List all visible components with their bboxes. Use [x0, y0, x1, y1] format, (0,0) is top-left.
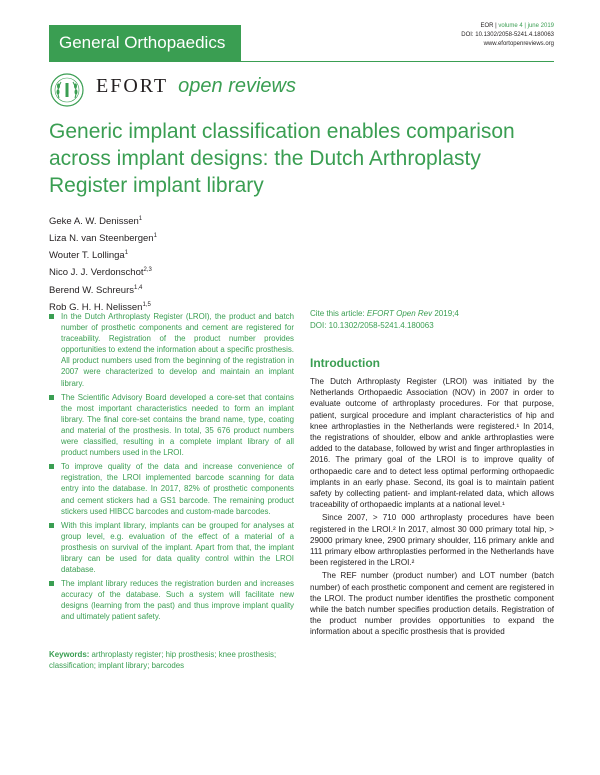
paragraph: Since 2007, > 710 000 arthroplasty procedures have been registered in the LROI.² In 2017, almost 30 000 primary total hip, > 29000 primary knee, 2900 primary shoulder, 116 primary ankle and 111 primary elbow arthroplasties performed in the Netherlands have been registered in the LROI.² [310, 513, 554, 568]
paragraph: The REF number (product number) and LOT number (batch number) of each prosthetic component and cement are registered in the LROI. The product number identifies the prosthetic component while the batch number specifies production details. Registration of the product number provides opportunities to expand the information about a specific prosthesis that is provided [310, 571, 554, 637]
author: Nico J. J. Verdonschot$^{2,3}$ [49, 267, 152, 279]
author: Geke A. W. Denissen$^1$ [49, 216, 143, 228]
efort-laurel-logo-icon [49, 72, 85, 108]
author: Rob G. H. H. Nelissen$^{1,5}$ [49, 301, 151, 313]
keywords [49, 649, 294, 671]
key-point: The Scientific Advisory Board developed a core-set that contains the most important characteristics needed to form an implant library. The final core-set contains the brand name, type, coating and material of the prosthesis. In total, 35 676 product numbers were classified, resulting in a complete implant library of all product numbers used in the LROI. [49, 392, 294, 459]
keywords-label: Keywords: [49, 650, 90, 659]
header-rule [49, 61, 554, 62]
key-points-list [49, 311, 294, 626]
citation-journal: EFORT Open Rev [366, 309, 433, 318]
citation-doi[interactable]: DOI: 10.1302/2058-5241.4.180063 [310, 321, 434, 330]
journal-logo [96, 75, 296, 98]
introduction-heading: Introduction [310, 356, 380, 370]
citation-prefix: Cite this article: [310, 309, 367, 318]
journal-url[interactable]: www.efortopenreviews.org [483, 41, 554, 47]
article-title: Generic implant classification enables comparison across implant designs: the Dutch Arthroplasty Register implant library [49, 120, 515, 197]
logo-open-reviews: open reviews [178, 75, 296, 97]
journal-meta: EOR | volume 4 | june 2019 DOI: 10.1302/2058-5241.4.180063 www.efortopenreviews.org [400, 22, 554, 49]
key-point: The implant library reduces the registration burden and increases accuracy of the database. Such a system will facilitate new designs (learning from the past) and thus improve implant quality and ultimately patient safety. [49, 578, 294, 622]
keywords-text: arthroplasty register; hip prosthesis; knee prosthesis; classification; implant library; barcodes [49, 650, 277, 671]
header-doi: DOI: 10.1302/2058-5241.4.180063 [461, 32, 554, 38]
key-point: In the Dutch Arthroplasty Register (LROI), the product and batch number of prosthetic components and cement are registered for traceability. Registration of the product number provides opportunities to extend the information about a specific prosthesis. All product numbers used from the beginning of the registration in 2007 were characterized to develop and maintain an implant library. [49, 311, 294, 389]
journal-abbrev: EOR [480, 23, 494, 29]
section-banner: General Orthopaedics [49, 25, 241, 61]
bullet-square-icon [49, 581, 54, 586]
bullet-square-icon [49, 464, 54, 469]
citation-year: 2019;4 [432, 309, 459, 318]
author: Wouter T. Lollinga$^1$ [49, 250, 129, 262]
introduction-body [310, 376, 554, 640]
bullet-square-icon [49, 395, 54, 400]
citation-block [310, 308, 560, 332]
bullet-square-icon [49, 523, 54, 528]
key-point: With this implant library, implants can be grouped for analyses at group level, e.g. evaluation of the effect of a material of a prosthesis on survival of the implant. Apart from that, the implant library can be used for data quality control within the LROI database. [49, 520, 294, 575]
author: Liza N. van Steenbergen$^1$ [49, 233, 157, 245]
key-point: To improve quality of the data and increase convenience of registration, the LROI implemented barcode scanning for data entry into the database. In 2017, 82% of prosthetic components and cement stickers had a GS1 barcode. The remaining product stickers used HIBCC barcodes and custom-made barcodes. [49, 461, 294, 516]
author-list [49, 212, 289, 315]
logo-efort: EFORT [96, 75, 169, 97]
bullet-square-icon [49, 314, 54, 319]
author: Berend W. Schreurs$^{1,4}$ [49, 284, 143, 296]
paragraph: The Dutch Arthroplasty Register (LROI) was initiated by the Netherlands Orthopaedic Association (NOV) in 2007 in order to evaluate outcome of arthroplasty procedures. For that purpose, patient, surgical procedure and implant characteristics of hip and knee arthroplasties in the Netherlands were registered.¹ In 2014, the registrations of shoulder, elbow and ankle arthroplasties were added to the database, followed by wrist and finger arthroplasties in 2016. The primary goal of the LROI is to improve quality of orthopaedic care and to detect less optimal performing orthopaedic implants in an early phase. Second, its goal is to maintain patient safety by collecting patient- and implant-related data, which allows traceability of orthopaedic implants at a national level.¹ [310, 377, 554, 510]
volume-info: volume 4 | june 2019 [498, 23, 554, 29]
